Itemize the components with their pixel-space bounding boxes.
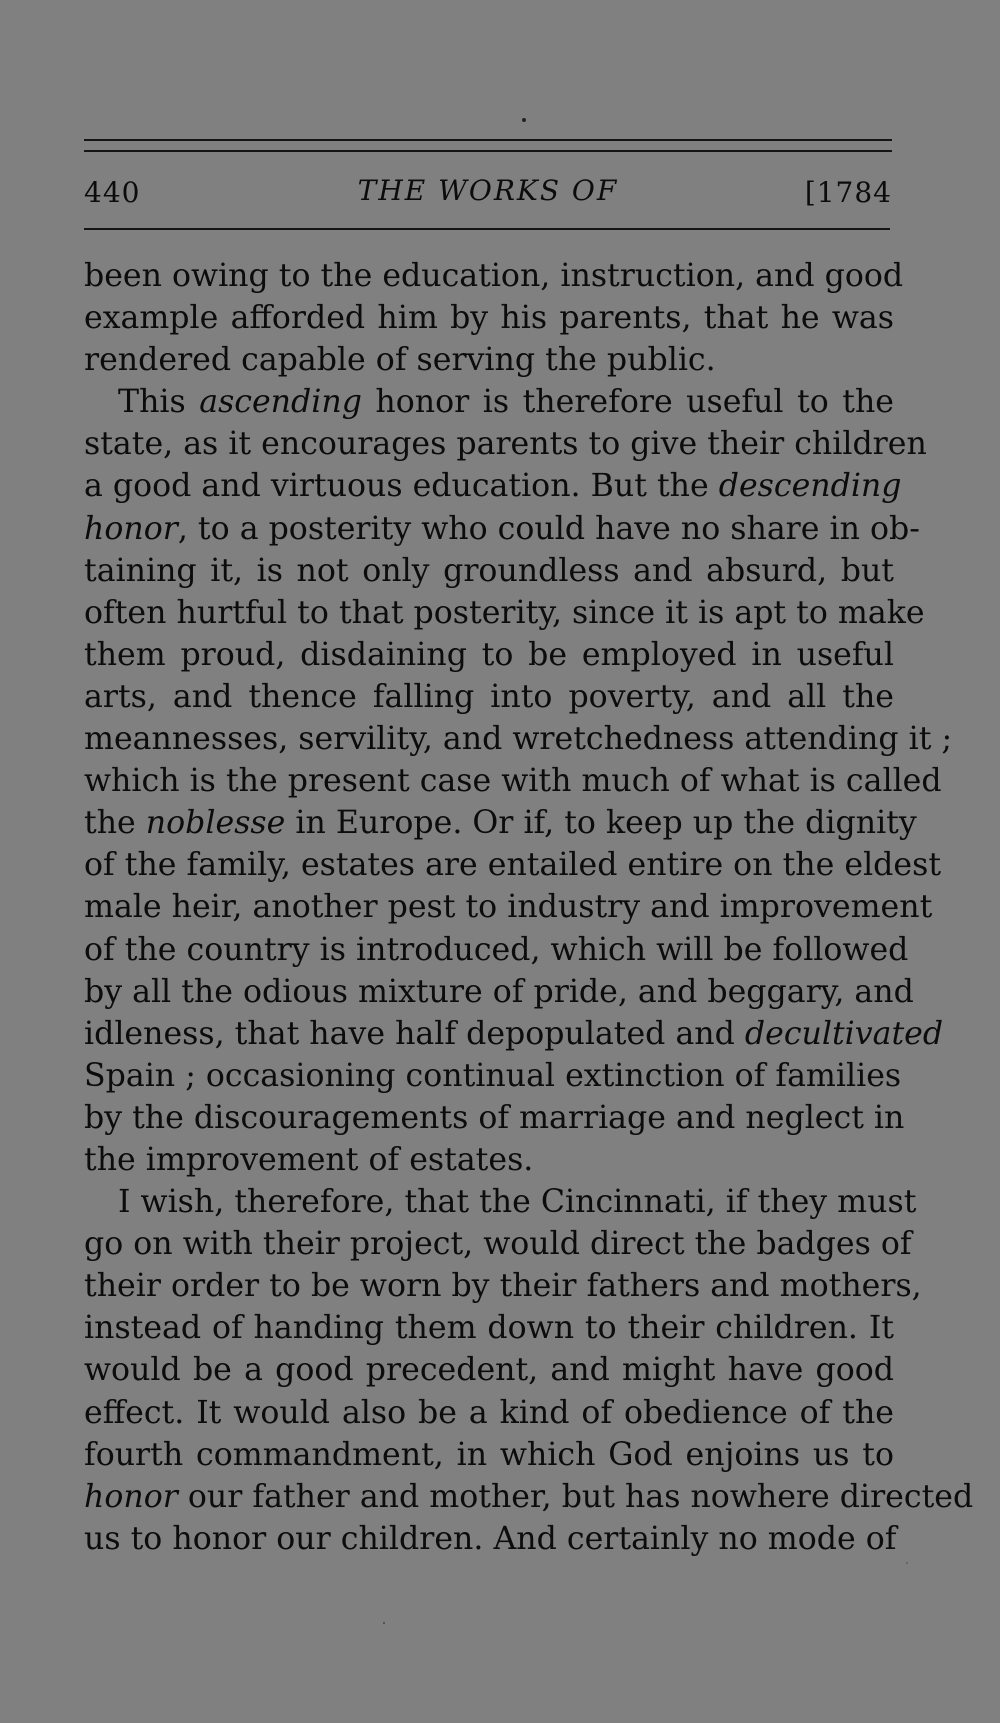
text-line: their order to be worn by their fathers and mothers, <box>84 1268 922 1305</box>
text-line: often hurtful to that posterity, since it is apt to make <box>84 594 925 631</box>
text-line: a good and virtuous education. But the descending <box>84 468 902 505</box>
print-speck <box>383 1622 385 1624</box>
running-title: THE WORKS OF <box>357 174 619 207</box>
header-rule-top <box>84 139 892 141</box>
text-line: them proud, disdaining to be employed in useful <box>84 636 894 673</box>
italic-word: honor <box>84 1478 178 1515</box>
text-line: rendered capable of serving the public. <box>84 342 716 379</box>
text-line: go on with their project, would direct the badges of <box>84 1226 912 1263</box>
running-header <box>84 172 892 216</box>
text-line: of the family, estates are entailed entire on the eldest <box>84 847 942 884</box>
header-rule-second <box>84 150 892 152</box>
text-line: by the discouragements of marriage and neglect in <box>84 1099 905 1136</box>
text-line: state, as it encourages parents to give their children <box>84 426 927 463</box>
text-line: effect. It would also be a kind of obedience of the <box>84 1394 894 1431</box>
text-line: I wish, therefore, that the Cincinnati, if they must <box>118 1184 917 1221</box>
text-line: male heir, another pest to industry and improvement <box>84 889 933 926</box>
body-text <box>84 255 974 1560</box>
italic-word: noblesse <box>145 805 286 842</box>
text-line: by all the odious mixture of pride, and beggary, and <box>84 973 914 1010</box>
text-line: This ascending honor is therefore useful to the <box>118 384 894 421</box>
text-line: fourth commandment, in which God enjoins us to <box>84 1436 894 1473</box>
text-line: us to honor our children. And certainly no mode of <box>84 1520 897 1557</box>
text-line: instead of handing them down to their children. It <box>84 1310 894 1347</box>
italic-word: decultivated <box>744 1015 944 1052</box>
text-line: meannesses, servility, and wretchedness attending it ; <box>84 721 953 758</box>
text-line: of the country is introduced, which will be followed <box>84 931 909 968</box>
page-number: 440 <box>84 176 141 209</box>
header-rule-bottom <box>84 228 890 230</box>
header-year: [1784 <box>804 176 892 209</box>
print-speck <box>522 118 526 122</box>
italic-word: descending <box>718 468 902 505</box>
text-line: example afforded him by his parents, that he was <box>84 300 894 337</box>
print-speck <box>906 1562 908 1564</box>
text-line: the noblesse in Europe. Or if, to keep up the dignity <box>84 805 917 842</box>
text-line: would be a good precedent, and might have good <box>84 1352 894 1389</box>
text-line: taining it, is not only groundless and absurd, but <box>84 552 894 589</box>
text-line: the improvement of estates. <box>84 1141 534 1178</box>
text-line: idleness, that have half depopulated and decultivated <box>84 1015 944 1052</box>
text-line: Spain ; occasioning continual extinction of families <box>84 1057 902 1094</box>
text-line: arts, and thence falling into poverty, and all the <box>84 678 894 715</box>
italic-word: honor <box>84 510 178 547</box>
text-line: been owing to the education, instruction, and good <box>84 258 904 294</box>
italic-word: ascending <box>199 384 362 421</box>
text-line: honor our father and mother, but has nowhere directed <box>84 1478 974 1515</box>
text-line: which is the present case with much of what is called <box>84 763 942 800</box>
text-line: honor, to a posterity who could have no share in ob- <box>84 510 920 547</box>
